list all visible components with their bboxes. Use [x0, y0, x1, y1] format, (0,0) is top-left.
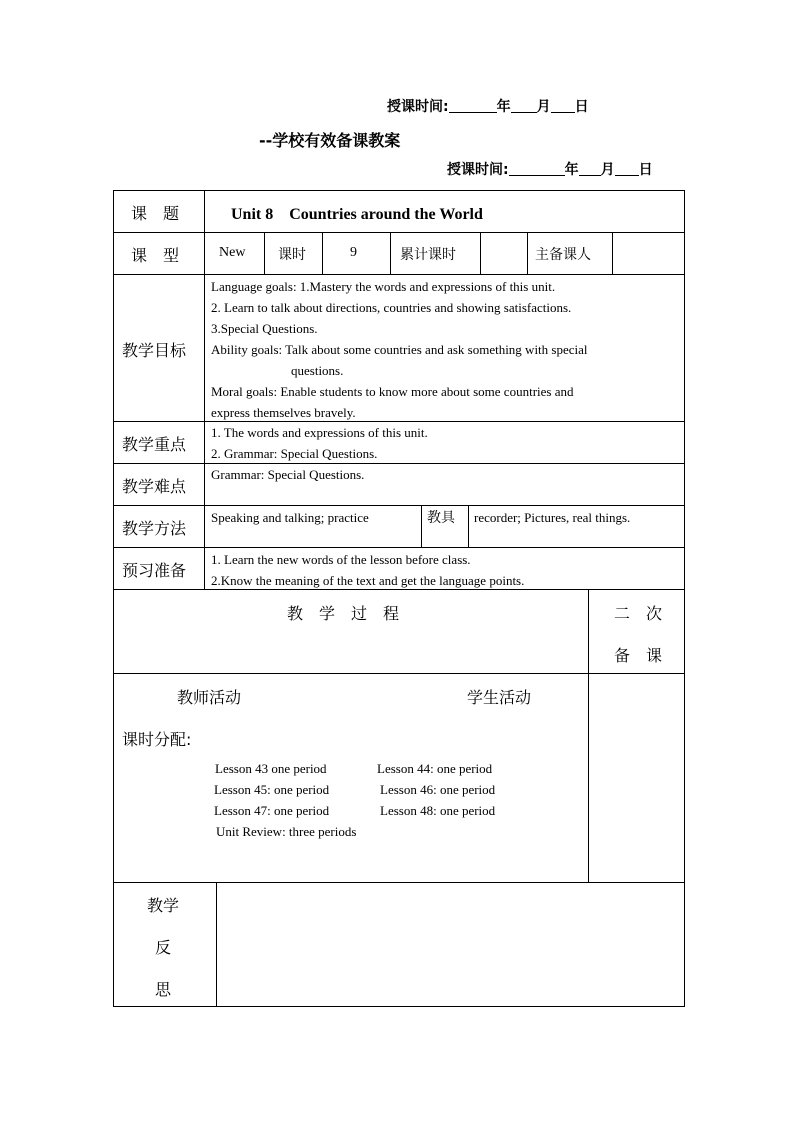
col-divider	[612, 232, 613, 275]
col-divider	[264, 232, 265, 275]
key-line: 2. Grammar: Special Questions.	[211, 446, 378, 461]
lesson-entry: Lesson 43 one period	[215, 761, 327, 776]
col-divider	[468, 505, 469, 548]
prep-line: 2.Know the meaning of the text and get the language points.	[211, 573, 525, 588]
col-divider	[390, 232, 391, 275]
goals-line: 3.Special Questions.	[211, 321, 318, 336]
lesson-entry: Lesson 46: one period	[380, 782, 496, 797]
goals-line: 2. Learn to talk about directions, countries and showing satisfactions.	[211, 300, 572, 315]
allocation-label: 课时分配:	[122, 730, 192, 749]
goals-line: express themselves bravely.	[211, 405, 356, 420]
second-prep-label-2: 备 课	[614, 646, 663, 665]
student-activity-label: 学生活动	[467, 688, 532, 707]
month-label: 月	[536, 99, 551, 115]
col-divider-second-prep	[588, 589, 589, 883]
row-divider	[113, 547, 685, 548]
school-title: --学校有效备课教案	[259, 131, 401, 150]
goals-line: Moral goals: Enable students to know more about some countries and	[211, 384, 574, 399]
tools-label: 教具	[427, 510, 455, 526]
goals-line: Language goals: 1.Mastery the words and expressions of this unit.	[211, 279, 556, 294]
lesson-entry: Lesson 47: one period	[214, 803, 330, 818]
time-label: 授课时间:	[387, 99, 449, 115]
difficult-text: Grammar: Special Questions.	[211, 467, 365, 482]
goals-line: Ability goals: Talk about some countries and ask something with special	[211, 342, 588, 357]
process-label: 教 学 过 程	[287, 604, 400, 623]
reflection-label-2: 反	[155, 938, 172, 957]
day-blank	[615, 161, 639, 176]
prep-line: 1. Learn the new words of the lesson before class.	[211, 552, 471, 567]
col-divider	[527, 232, 528, 275]
row-divider	[113, 274, 685, 275]
hours-value: 9	[350, 245, 357, 260]
unit-review: Unit Review: three periods	[216, 824, 357, 839]
month-blank	[511, 98, 537, 113]
col-divider-label	[204, 190, 205, 590]
table-border-bottom	[113, 1006, 685, 1007]
col-divider	[421, 505, 422, 548]
teacher-label: 主备课人	[535, 247, 591, 263]
key-label: 教学重点	[122, 435, 187, 454]
key-line: 1. The words and expressions of this unit.	[211, 425, 428, 440]
time-header-2	[447, 159, 653, 179]
type-label: 课 型	[131, 246, 180, 265]
second-prep-label-1: 二 次	[614, 604, 663, 623]
reflection-label-3: 思	[155, 980, 172, 999]
teacher-activity-label: 教师活动	[177, 688, 242, 707]
time-header-1	[387, 96, 589, 116]
year-label: 年	[564, 162, 579, 178]
goals-line: questions.	[291, 363, 344, 378]
year-label: 年	[496, 99, 511, 115]
col-divider	[480, 232, 481, 275]
row-divider	[113, 505, 685, 506]
lesson-entry: Lesson 45: one period	[214, 782, 330, 797]
hours-label: 课时	[278, 247, 306, 263]
time-label: 授课时间:	[447, 162, 509, 178]
day-label: 日	[574, 99, 589, 115]
col-divider	[322, 232, 323, 275]
lesson-entry: Lesson 48: one period	[380, 803, 496, 818]
topic-value: Unit 8 Countries around the World	[231, 206, 483, 223]
row-divider	[113, 232, 685, 233]
prep-label: 预习准备	[122, 561, 187, 580]
month-label: 月	[600, 162, 615, 178]
table-border-left	[113, 190, 114, 1007]
month-blank	[579, 161, 601, 176]
day-label: 日	[638, 162, 653, 178]
tools-text: recorder; Pictures, real things.	[474, 510, 631, 525]
day-blank	[551, 98, 575, 113]
topic-label: 课 题	[131, 204, 180, 223]
year-blank	[449, 98, 497, 113]
reflection-label-1: 教学	[147, 896, 180, 915]
table-border-right	[684, 190, 685, 1007]
table-border-top	[113, 190, 685, 191]
lesson-entry: Lesson 44: one period	[377, 761, 493, 776]
difficult-label: 教学难点	[122, 477, 187, 496]
col-divider-reflection	[216, 882, 217, 1007]
year-blank	[509, 161, 565, 176]
method-text: Speaking and talking; practice	[211, 510, 369, 525]
row-divider	[113, 882, 685, 883]
goals-label: 教学目标	[122, 341, 187, 360]
row-divider	[113, 463, 685, 464]
method-label: 教学方法	[122, 519, 187, 538]
row-divider	[113, 673, 685, 674]
type-value: New	[219, 245, 246, 260]
total-hours-label: 累计课时	[400, 247, 456, 263]
